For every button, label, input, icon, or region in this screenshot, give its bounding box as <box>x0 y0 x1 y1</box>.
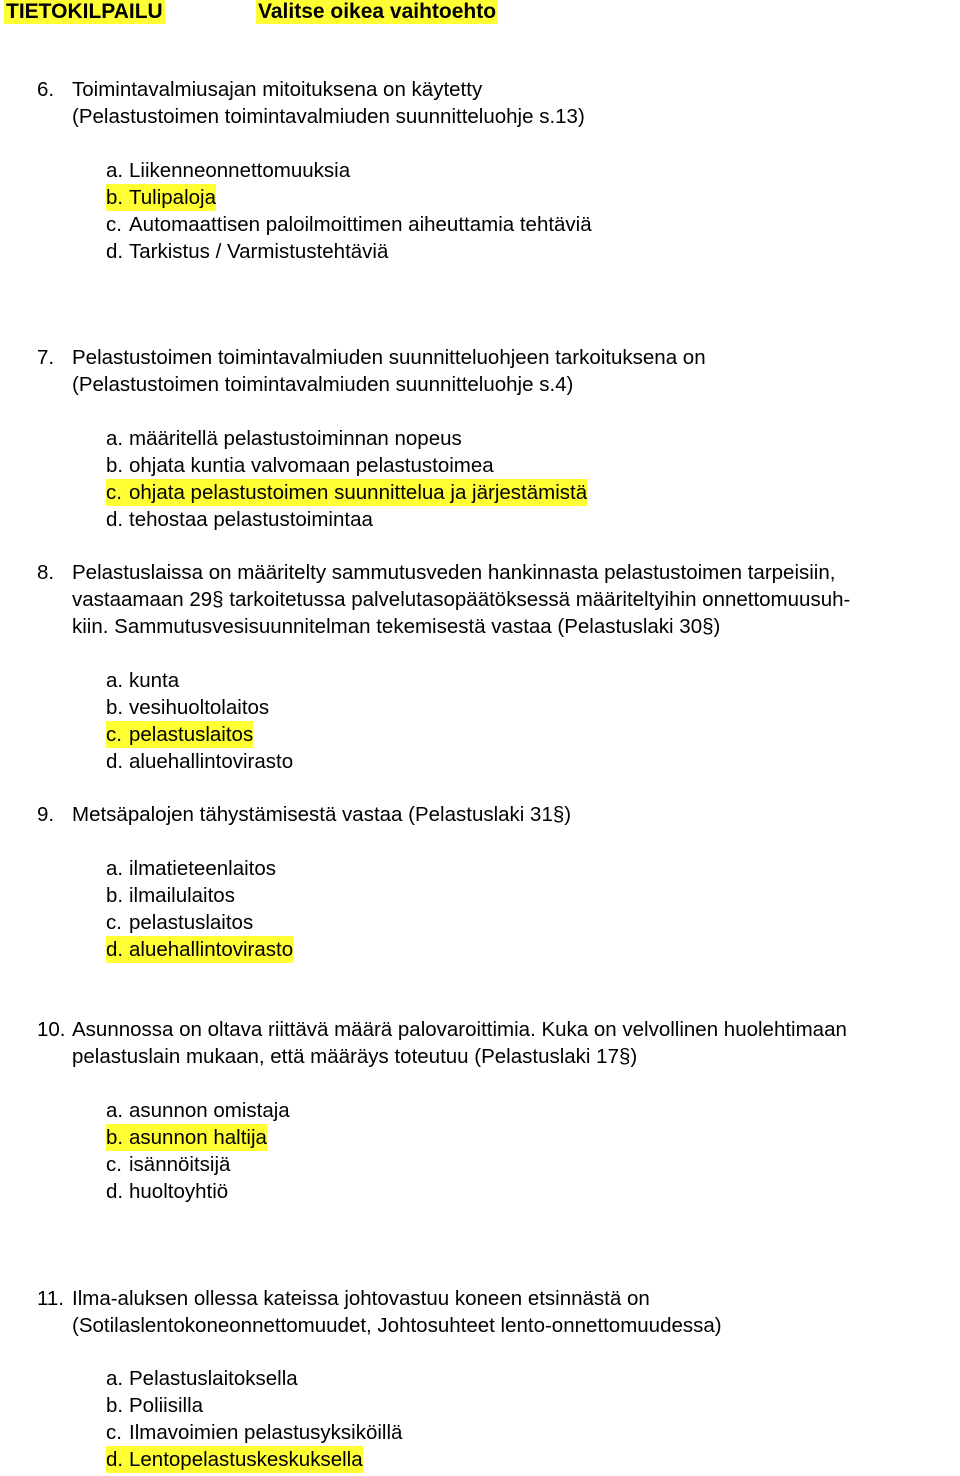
question-number: 7. <box>37 346 55 369</box>
answer-option-content <box>106 909 253 936</box>
option-text: aluehallintovirasto <box>129 938 294 961</box>
question-line <box>0 103 960 130</box>
option-text: tehostaa pelastustoimintaa <box>129 508 373 531</box>
answer-option-content <box>106 425 462 452</box>
question-text: Pelastustoimen toimintavalmiuden suunnitteluohjeen tarkoituksena on <box>72 346 706 369</box>
option-letter: d. <box>106 240 124 263</box>
answer-option[interactable] <box>0 1446 960 1473</box>
question-text: vastaamaan 29§ tarkoitetussa palvelutasopäätöksessä määriteltyihin onnettomuusuh- <box>72 588 851 611</box>
option-letter: a. <box>106 1367 124 1390</box>
option-text: ohjata kuntia valvomaan pelastustoimea <box>129 454 494 477</box>
question-text: pelastuslain mukaan, että määräys toteutuu (Pelastuslaki 17§) <box>72 1045 638 1068</box>
question-text: Metsäpalojen tähystämisestä vastaa (Pelastuslaki 31§) <box>72 803 572 826</box>
option-letter: c. <box>106 1153 122 1176</box>
question-9 <box>0 801 960 828</box>
question-line <box>0 1016 960 1043</box>
option-letter: b. <box>106 454 124 477</box>
answer-option[interactable] <box>0 211 960 238</box>
question-8 <box>0 559 960 640</box>
correct-answer-highlight <box>106 479 587 506</box>
question-text: Ilma-aluksen ollessa kateissa johtovastuu koneen etsinnästä on <box>72 1287 650 1310</box>
option-letter: d. <box>106 1448 124 1471</box>
question-text: Asunnossa on oltava riittävä määrä palovaroittimia. Kuka on velvollinen huolehtimaan <box>72 1018 847 1041</box>
question-line <box>0 559 960 586</box>
option-letter: b. <box>106 1394 124 1417</box>
option-letter: b. <box>106 884 124 907</box>
answer-option[interactable] <box>0 909 960 936</box>
question-line <box>0 586 960 613</box>
question-text: (Pelastustoimen toimintavalmiuden suunnitteluohje s.4) <box>72 373 574 396</box>
answer-options <box>0 855 960 963</box>
option-letter: c. <box>106 911 122 934</box>
option-text: asunnon omistaja <box>129 1099 290 1122</box>
answer-option-content <box>106 157 350 184</box>
option-text: ilmatieteenlaitos <box>129 857 276 880</box>
answer-option-content <box>106 882 235 909</box>
correct-answer-highlight <box>106 721 253 748</box>
option-letter: d. <box>106 508 124 531</box>
option-text: kunta <box>129 669 180 692</box>
answer-option[interactable] <box>0 936 960 963</box>
option-letter: d. <box>106 938 124 961</box>
answer-option-content <box>106 506 373 533</box>
answer-option[interactable] <box>0 506 960 533</box>
option-text: Lentopelastuskeskuksella <box>129 1448 363 1471</box>
option-letter: d. <box>106 750 124 773</box>
question-line <box>0 1285 960 1312</box>
correct-answer-highlight <box>106 936 293 963</box>
answer-options <box>0 1097 960 1205</box>
header-instruction: Valitse oikea vaihtoehto <box>258 0 497 23</box>
question-11 <box>0 1285 960 1339</box>
option-letter: a. <box>106 427 124 450</box>
question-text: (Pelastustoimen toimintavalmiuden suunnitteluohje s.13) <box>72 105 585 128</box>
answer-option[interactable] <box>0 748 960 775</box>
option-text: Tulipaloja <box>129 186 216 209</box>
answer-option[interactable] <box>0 1097 960 1124</box>
header-title: TIETOKILPAILU <box>6 0 163 23</box>
correct-answer-highlight <box>106 1446 363 1473</box>
answer-option[interactable] <box>0 721 960 748</box>
answer-option[interactable] <box>0 1392 960 1419</box>
answer-option-content <box>106 1097 290 1124</box>
answer-option-content <box>106 748 293 775</box>
question-number: 6. <box>37 78 55 101</box>
option-text: pelastuslaitos <box>129 723 254 746</box>
option-letter: c. <box>106 213 122 236</box>
option-letter: b. <box>106 1126 124 1149</box>
answer-option[interactable] <box>0 157 960 184</box>
question-text: Toimintavalmiusajan mitoituksena on käytetty <box>72 78 483 101</box>
answer-option[interactable] <box>0 667 960 694</box>
answer-option-content <box>106 452 494 479</box>
question-number: 9. <box>37 803 55 826</box>
option-letter: b. <box>106 186 124 209</box>
option-text: Poliisilla <box>129 1394 204 1417</box>
option-text: isännöitsijä <box>129 1153 231 1176</box>
answer-options <box>0 425 960 533</box>
answer-options <box>0 1365 960 1473</box>
answer-option-content <box>106 667 179 694</box>
answer-option-content <box>106 1365 298 1392</box>
question-number: 11. <box>37 1287 64 1310</box>
correct-answer-highlight <box>106 1124 267 1151</box>
answer-option-content <box>106 1151 230 1178</box>
option-letter: c. <box>106 723 122 746</box>
answer-option-content <box>106 1392 203 1419</box>
question-line <box>0 76 960 103</box>
option-text: Liikenneonnettomuuksia <box>129 159 351 182</box>
answer-option[interactable] <box>0 184 960 211</box>
option-letter: d. <box>106 1180 124 1203</box>
answer-option-content <box>106 694 269 721</box>
option-letter: c. <box>106 481 122 504</box>
option-text: Pelastuslaitoksella <box>129 1367 298 1390</box>
question-line <box>0 371 960 398</box>
option-letter: a. <box>106 1099 124 1122</box>
answer-options <box>0 667 960 775</box>
option-text: ohjata pelastustoimen suunnittelua ja järjestämistä <box>129 481 588 504</box>
option-text: Tarkistus / Varmistustehtäviä <box>129 240 389 263</box>
question-10 <box>0 1016 960 1070</box>
question-text: Pelastuslaissa on määritelty sammutusveden hankinnasta pelastustoimen tarpeisiin, <box>72 561 836 584</box>
answer-option[interactable] <box>0 238 960 265</box>
answer-option[interactable] <box>0 1365 960 1392</box>
question-line <box>0 801 960 828</box>
option-text: Ilmavoimien pelastusyksiköillä <box>129 1421 403 1444</box>
answer-option[interactable] <box>0 425 960 452</box>
question-line <box>0 344 960 371</box>
answer-option[interactable] <box>0 1151 960 1178</box>
question-number: 10. <box>37 1018 66 1041</box>
option-text: huoltoyhtiö <box>129 1180 229 1203</box>
option-text: ilmailulaitos <box>129 884 235 907</box>
option-text: asunnon haltija <box>129 1126 267 1149</box>
answer-option[interactable] <box>0 1178 960 1205</box>
option-letter: b. <box>106 696 124 719</box>
option-text: Automaattisen paloilmoittimen aiheuttamia tehtäviä <box>129 213 592 236</box>
answer-option[interactable] <box>0 1124 960 1151</box>
question-6 <box>0 76 960 130</box>
answer-option-content <box>106 855 276 882</box>
option-text: määritellä pelastustoiminnan nopeus <box>129 427 462 450</box>
answer-option-content <box>106 1178 228 1205</box>
question-line <box>0 613 960 640</box>
correct-answer-highlight <box>106 184 216 211</box>
answer-option[interactable] <box>0 1419 960 1446</box>
option-text: aluehallintovirasto <box>129 750 294 773</box>
answer-option-content <box>106 211 592 238</box>
option-text: vesihuoltolaitos <box>129 696 270 719</box>
question-7 <box>0 344 960 398</box>
option-letter: c. <box>106 1421 122 1444</box>
answer-option[interactable] <box>0 882 960 909</box>
answer-option-content <box>106 1419 402 1446</box>
answer-options <box>0 157 960 265</box>
option-letter: a. <box>106 669 124 692</box>
answer-option[interactable] <box>0 479 960 506</box>
answer-option[interactable] <box>0 694 960 721</box>
answer-option-content <box>106 238 388 265</box>
option-letter: a. <box>106 857 124 880</box>
option-text: pelastuslaitos <box>129 911 254 934</box>
question-number: 8. <box>37 561 55 584</box>
question-text: kiin. Sammutusvesisuunnitelman tekemisestä vastaa (Pelastuslaki 30§) <box>72 615 721 638</box>
option-letter: a. <box>106 159 124 182</box>
answer-option[interactable] <box>0 855 960 882</box>
answer-option[interactable] <box>0 452 960 479</box>
question-line <box>0 1043 960 1070</box>
question-line <box>0 1312 960 1339</box>
question-text: (Sotilaslentokoneonnettomuudet, Johtosuhteet lento-onnettomuudessa) <box>72 1314 722 1337</box>
